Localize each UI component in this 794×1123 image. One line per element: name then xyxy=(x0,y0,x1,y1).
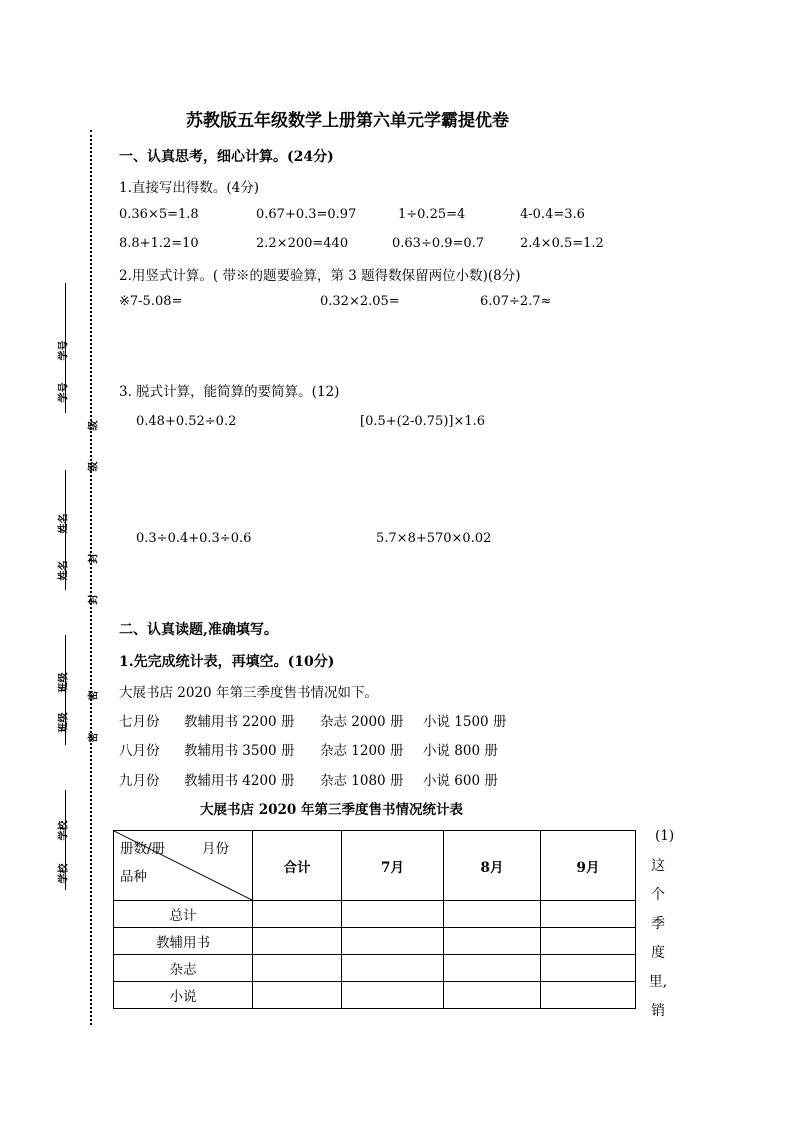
table-cell[interactable] xyxy=(541,928,636,955)
month-row-7-jiaofu: 教辅用书 2200 册 xyxy=(184,714,295,730)
table-row xyxy=(114,901,636,928)
calc-2-1: 8.8+1.2=10 xyxy=(119,236,199,251)
margin-label-xingming-a: 姓名 xyxy=(58,513,70,534)
margin-label-ji-a: 级 xyxy=(88,420,100,431)
step-calc-2: [0.5+(2-0.75)]×1.6 xyxy=(360,414,486,429)
q2-title: 2.用竖式计算。( 带※的题要验算，第 3 题得数保留两位小数)(8分) xyxy=(119,268,521,284)
stat-table xyxy=(113,830,636,1009)
month-row-8-jiaofu: 教辅用书 3500 册 xyxy=(184,743,295,759)
table-cell[interactable] xyxy=(541,901,636,928)
table-cell[interactable] xyxy=(342,955,444,982)
margin-label-feng-b: 封 xyxy=(88,594,100,605)
col-header-aug: 8月 xyxy=(444,831,541,901)
margin-label-xuehao-b: 学号 xyxy=(58,382,70,403)
corner-label-category: 品种 xyxy=(120,869,147,885)
step-calc-1: 0.48+0.52÷0.2 xyxy=(136,414,237,429)
step-calc-4: 5.7×8+570×0.02 xyxy=(376,531,492,546)
table-cell[interactable] xyxy=(253,982,342,1009)
col-header-total: 合计 xyxy=(253,831,342,901)
calc-2-4: 2.4×0.5=1.2 xyxy=(520,236,604,251)
binding-dotted-line xyxy=(90,130,92,1025)
margin-label-banji-b: 班级 xyxy=(58,712,70,733)
margin-label-mi-b: 密 xyxy=(88,732,100,743)
side-question-number: (1) xyxy=(655,828,675,844)
side-char-6: 销 xyxy=(651,1003,665,1019)
page-title: 苏教版五年级数学上册第六单元学霸提优卷 xyxy=(186,111,509,131)
step-calc-3: 0.3÷0.4+0.3÷0.6 xyxy=(136,531,252,546)
corner-label-quantity: 册数/册 xyxy=(120,841,166,857)
calc-2-2: 2.2×200=440 xyxy=(256,236,349,251)
table-row xyxy=(114,955,636,982)
table-cell[interactable] xyxy=(444,982,541,1009)
month-row-9-xiaoshuo: 小说 600 册 xyxy=(423,773,498,789)
table-cell[interactable] xyxy=(342,982,444,1009)
margin-label-mi-a: 密 xyxy=(88,690,100,701)
margin-label-xingming-b: 姓名 xyxy=(58,560,70,581)
side-char-5: 里, xyxy=(648,974,668,990)
vertical-calc-3: 6.07÷2.7≈ xyxy=(480,294,552,309)
s2-q1-title: 1.先完成统计表，再填空。(10分) xyxy=(119,654,335,670)
table-cell[interactable] xyxy=(253,901,342,928)
row-label-total: 总计 xyxy=(114,901,253,928)
month-row-9-name: 九月份 xyxy=(119,773,160,789)
section1-heading: 一、认真思考，细心计算。(24分) xyxy=(119,149,334,165)
calc-1-1: 0.36×5=1.8 xyxy=(119,207,199,222)
s2-intro: 大展书店 2020 年第三季度售书情况如下。 xyxy=(119,685,378,701)
row-label-xiaoshuo: 小说 xyxy=(114,982,253,1009)
month-row-7-zazhi: 杂志 2000 册 xyxy=(320,714,404,730)
table-cell[interactable] xyxy=(342,901,444,928)
margin-label-banji-a: 班级 xyxy=(58,672,70,693)
month-row-8-zazhi: 杂志 1200 册 xyxy=(320,743,404,759)
month-row-7-xiaoshuo: 小说 1500 册 xyxy=(423,714,507,730)
section2-heading: 二、认真读题,准确填写。 xyxy=(119,622,278,638)
month-row-7-name: 七月份 xyxy=(119,714,160,730)
side-char-2: 个 xyxy=(651,887,665,903)
calc-1-4: 4-0.4=3.6 xyxy=(520,207,585,222)
table-cell[interactable] xyxy=(444,928,541,955)
margin-label-xuehao-a: 学号 xyxy=(58,340,70,361)
col-header-sep: 9月 xyxy=(541,831,636,901)
month-row-8-xiaoshuo: 小说 800 册 xyxy=(423,743,498,759)
q1-title: 1.直接写出得数。(4分) xyxy=(119,180,260,196)
vertical-calc-1: ※7-5.08= xyxy=(119,294,183,309)
corner-label-month: 月份 xyxy=(202,841,229,857)
table-caption: 大展书店 2020 年第三季度售书情况统计表 xyxy=(200,802,463,818)
table-cell[interactable] xyxy=(253,928,342,955)
row-label-zazhi: 杂志 xyxy=(114,955,253,982)
table-corner-cell xyxy=(114,831,253,901)
side-char-4: 度 xyxy=(651,945,665,961)
margin-label-feng-a: 封 xyxy=(88,553,100,564)
table-cell[interactable] xyxy=(444,955,541,982)
month-row-8-name: 八月份 xyxy=(119,743,160,759)
margin-label-ji-b: 级 xyxy=(88,461,100,472)
col-header-jul: 7月 xyxy=(342,831,444,901)
table-cell[interactable] xyxy=(342,928,444,955)
margin-label-xuexiao-a: 学校 xyxy=(58,820,70,841)
table-row xyxy=(114,982,636,1009)
calc-2-3: 0.63÷0.9=0.7 xyxy=(392,236,485,251)
side-char-3: 季 xyxy=(651,916,665,932)
table-row xyxy=(114,928,636,955)
month-row-9-jiaofu: 教辅用书 4200 册 xyxy=(184,773,295,789)
table-header-row xyxy=(114,831,636,901)
margin-label-xuexiao-b: 学校 xyxy=(58,863,70,884)
month-row-9-zazhi: 杂志 1080 册 xyxy=(320,773,404,789)
table-cell[interactable] xyxy=(541,955,636,982)
row-label-jiaofu: 教辅用书 xyxy=(114,928,253,955)
vertical-calc-2: 0.32×2.05= xyxy=(320,294,400,309)
calc-1-2: 0.67+0.3=0.97 xyxy=(256,207,357,222)
table-cell[interactable] xyxy=(253,955,342,982)
q3-title: 3. 脱式计算，能简算的要简算。(12) xyxy=(119,384,340,400)
side-char-1: 这 xyxy=(651,858,665,874)
table-cell[interactable] xyxy=(444,901,541,928)
calc-1-3: 1÷0.25=4 xyxy=(398,207,466,222)
table-cell[interactable] xyxy=(541,982,636,1009)
